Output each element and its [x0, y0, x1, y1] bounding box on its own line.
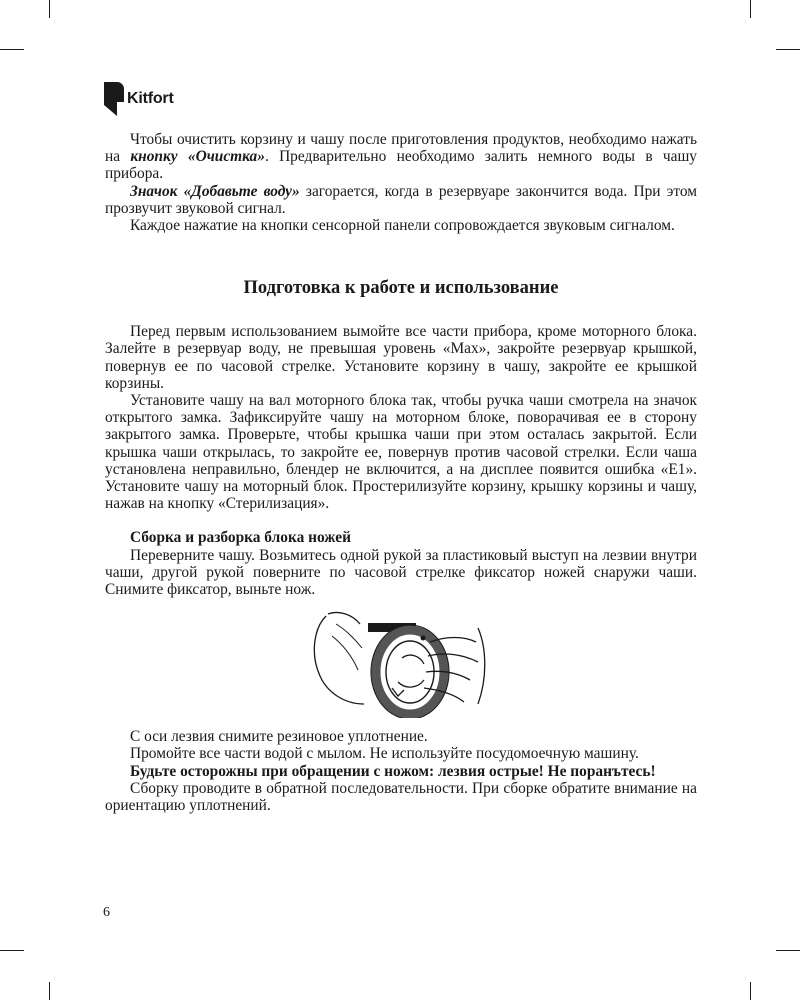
crop-mark: [750, 0, 751, 18]
hands-rotating-lock-illustration: [306, 606, 496, 718]
crop-mark: [0, 950, 24, 951]
crop-mark: [776, 950, 800, 951]
intro-paragraph: Значок «Добавьте воду» загорается, когда в резервуаре закончится вода. При этом прозвучит звуковой сигнал.: [105, 182, 697, 217]
brand-logo: [104, 82, 174, 116]
add-water-icon-reference: Значок «Добавьте воду»: [130, 182, 300, 200]
knife-assembly-figure: [105, 606, 697, 718]
body-paragraph: Сборку проводите в обратной последовательности. При сборке обратите внимание на ориентацию уплотнений.: [105, 779, 697, 815]
kitfort-logo-icon: [104, 82, 124, 116]
knife-section-subtitle: Сборка и разборка блока ножей: [130, 529, 351, 547]
body-paragraph: С оси лезвия снимите резиновое уплотнение.: [130, 728, 428, 746]
crop-mark: [750, 982, 751, 1000]
crop-mark: [49, 982, 50, 1000]
page-content: [105, 131, 697, 814]
cleaning-button-reference: кнопку «Очистка»: [130, 148, 265, 166]
body-paragraph: Установите чашу на вал моторного блока так, чтобы ручка чаши смотрела на значок открытого замка. Зафиксируйте чашу на моторном блоке, поворачивая ее в сторону закрытого замка. Проверьте, чтобы крышка чаши при этом осталась закрытой. Если крышка чаши открылась, то закройте ее, повернув против часовой стрелки. Если чаша установлена неправильно, блендер не включится, а на дисплее появится ошибка «E1». Установите чашу на моторный блок. Простерилизуйте корзину, крышку корзины и чашу, нажав на кнопку «Стерилизация».: [105, 392, 697, 513]
body-paragraph: Промойте все части водой с мылом. Не используйте посудомоечную машину.: [130, 745, 639, 763]
brand-name: Kitfort: [127, 90, 174, 107]
intro-paragraph: Каждое нажатие на кнопки сенсорной панели сопровождается звуковым сигналом.: [130, 217, 675, 235]
intro-paragraph: Чтобы очистить корзину и чашу после приготовления продуктов, необходимо нажать на кнопку «Очистка». Предварительно необходимо залить немного воды в чашу прибора.: [105, 131, 697, 183]
page-number: 6: [103, 905, 110, 920]
safety-warning: Будьте осторожны при обращении с ножом: лезвия острые! Не поранътесь!: [130, 762, 656, 780]
section-title: Подготовка к работе и использование: [243, 278, 559, 299]
crop-mark: [49, 0, 50, 18]
crop-mark: [776, 49, 800, 50]
body-paragraph: Переверните чашу. Возьмитесь одной рукой за пластиковый выступ на лезвии внутри чаши, другой рукой поверните по часовой стрелке фиксатор ножей снаружи чаши. Снимите фиксатор, выньте нож.: [105, 546, 697, 599]
body-paragraph: Перед первым использованием вымойте все части прибора, кроме моторного блока. Залейте в резервуар воду, не превышая уровень «Max», закройте резервуар крышкой, повернув ее по часовой стрелке. Установите корзину в чашу, закройте ее крышкой корзины.: [105, 323, 697, 392]
crop-mark: [0, 49, 24, 50]
